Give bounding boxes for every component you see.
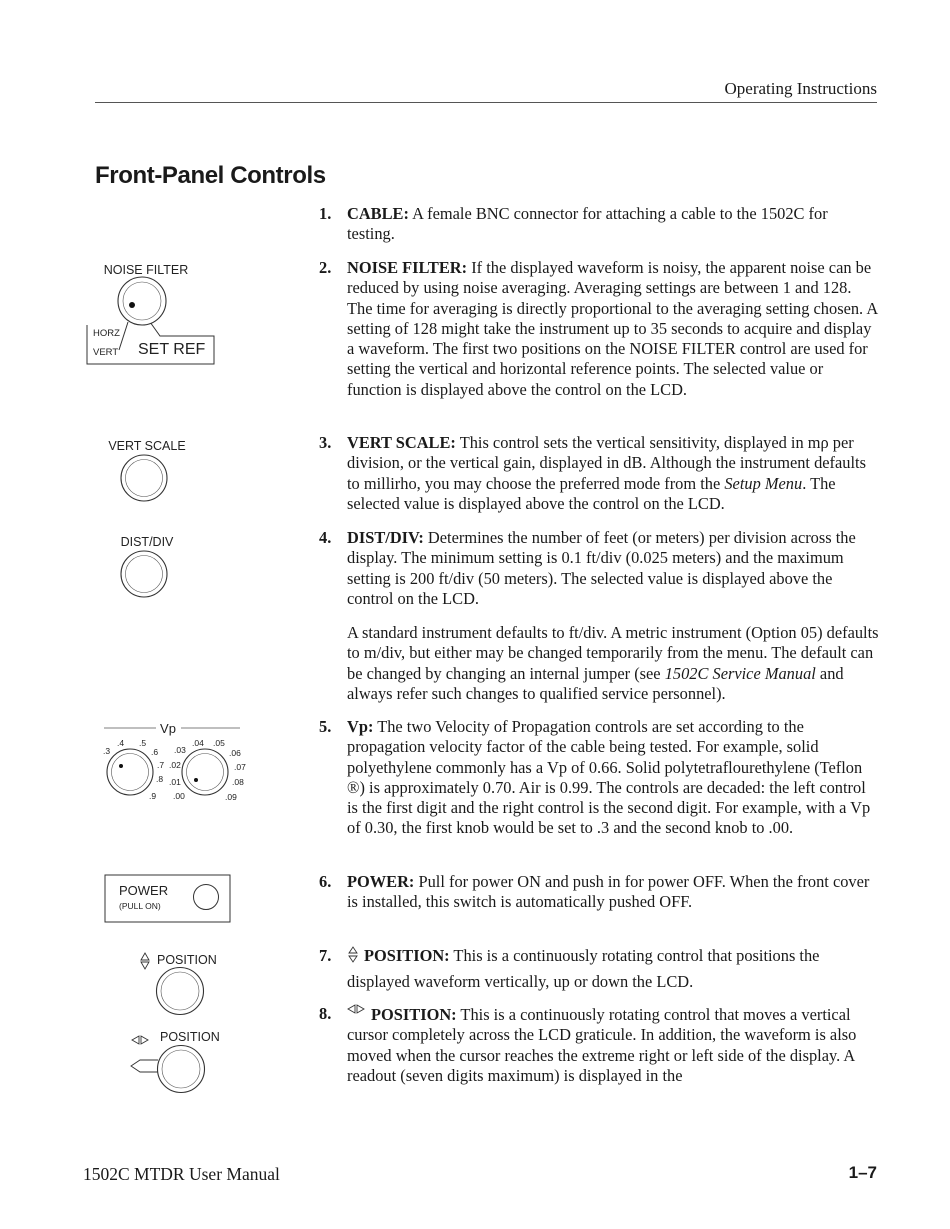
vp-left-tick: .4 [117, 738, 125, 748]
item-number: 1. [319, 204, 332, 223]
vp-right-tick: .07 [234, 762, 246, 772]
item-text: The two Velocity of Propagation controls are set according to the propagation velocity factor of the cable being tested. For example, solid polyethylene commonly has a Vp of 0.66. Solid polytetraflourethylene (Teflon ®) is approximately 0.70. Air is 0.99. The controls are decaded: the left control is the first digit and the right control is the second digit. For example, with a Vp of 0.30, the first knob would be set to .3 and the second knob to .00. [347, 717, 871, 838]
item-number: 6. [319, 872, 332, 891]
vp-right-tick: .05 [213, 738, 225, 748]
item-title: DIST/DIV: [347, 528, 424, 547]
item-number: 2. [319, 258, 332, 277]
dist-div-knob[interactable] [121, 551, 167, 597]
list-item [319, 1004, 879, 1086]
item-text: This is a continuously rotating control that positions the displayed waveform vertically, up or down the LCD. [347, 946, 820, 991]
noise-filter-label: NOISE FILTER [103, 263, 189, 277]
vp-left-tick: .7 [157, 760, 165, 770]
dist-div-note [347, 623, 879, 704]
power-sub-label: (PULL ON) [119, 901, 161, 911]
item-title: POWER: [347, 872, 415, 891]
vp-left-tick: .3 [103, 746, 111, 756]
list-item [319, 872, 879, 913]
list-item [319, 717, 879, 839]
vp-right-tick: .09 [225, 792, 237, 802]
vp-label: Vp [160, 721, 176, 736]
item-text: Pull for power ON and push in for power OFF. When the front cover is installed, this switch is automatically pushed OFF. [347, 872, 870, 912]
item-title: POSITION: [371, 1005, 457, 1024]
footer-manual-title: 1502C MTDR User Manual [83, 1164, 280, 1184]
vp-left-tick: .8 [156, 774, 164, 784]
item-title: VERT SCALE: [347, 433, 456, 452]
list-item [319, 433, 879, 514]
item-text-italic: Setup Menu [724, 473, 803, 493]
item-number: 4. [319, 528, 332, 547]
list-item [319, 943, 879, 995]
vp-left-tick: .5 [139, 738, 147, 748]
horz-label: HORZ [93, 328, 120, 339]
list-item [319, 528, 879, 609]
power-label: POWER [119, 883, 169, 898]
power-switch[interactable] [194, 885, 219, 910]
item-number: 3. [319, 433, 332, 452]
item-title: CABLE: [347, 204, 409, 223]
horizontal-position-knob[interactable] [158, 1046, 205, 1093]
vp-right-tick: .01 [169, 777, 181, 787]
vp-right-tick: .06 [229, 748, 241, 758]
set-ref-label: SET REF [138, 341, 206, 358]
item-text: Determines the number of feet (or meters) per division across the display. The minimum setting is 0.1 ft/div (0.025 meters) and the maximum setting is 200 ft/div (50 meters). The selected value is displayed above the control on the LCD. [347, 528, 856, 608]
horizontal-arrows-icon [132, 1036, 148, 1044]
vert-pointer-line [119, 322, 128, 350]
item-text: If the displayed waveform is noisy, the apparent noise can be reduced by using noise averaging. Averaging settings are between 1 and 128. The time for averaging is directly proportional to the averaging setting chosen. A setting of 128 might take the instrument up to 35 seconds to acquire and display a waveform. The first two positions on the NOISE FILTER control are used for setting the vertical and horizontal reference points. The selected value or function is displayed above the control on the LCD. [347, 258, 878, 399]
list-item [319, 258, 879, 400]
vp-left-knob[interactable] [107, 749, 153, 795]
vp-right-tick: .00 [173, 791, 185, 801]
vert-label: VERT [93, 347, 119, 358]
note-text-italic: 1502C Service Manual [664, 663, 816, 683]
note-text: and always refer such changes to qualified service personnel). [347, 663, 844, 703]
horizontal-position-label: POSITION [160, 1030, 220, 1044]
item-title: NOISE FILTER: [347, 258, 468, 277]
running-head: Operating Instructions [724, 79, 877, 98]
item-text: This control sets the vertical sensitivity, displayed in mρ per division, or the vertical gain, displayed in dB. Although the instrument defaults to millirho, you may choose the preferred mode from the [347, 433, 866, 493]
noise-filter-knob[interactable] [118, 277, 166, 325]
page-number: 1–7 [848, 1163, 877, 1182]
item-number: 5. [319, 717, 332, 736]
item-title: POSITION: [364, 946, 450, 965]
vertical-position-label: POSITION [157, 953, 217, 967]
item-text: This is a continuously rotating control that moves a vertical cursor completely across the LCD graticule. In addition, the waveform is also moved when the cursor reaches the extreme right or left side of the display. A readout (seven digits maximum) is displayed in the [347, 1005, 857, 1085]
front-panel-illustration [0, 0, 320, 1229]
vp-right-tick: .03 [174, 745, 186, 755]
cursor-pointer-icon [131, 1060, 158, 1072]
noise-filter-indicator-dot [129, 302, 135, 308]
vp-right-tick: .02 [169, 760, 181, 770]
dist-div-label: DIST/DIV [120, 535, 174, 549]
vertical-arrows-icon [347, 946, 359, 964]
horizontal-arrows-icon [347, 1004, 365, 1014]
vertical-position-knob[interactable] [157, 968, 204, 1015]
item-text: A female BNC connector for attaching a cable to the 1502C for testing. [347, 204, 828, 244]
section-title: Front-Panel Controls [95, 162, 326, 189]
note-text: A standard instrument defaults to ft/div. A metric instrument (Option 05) defaults to m/div, but either may be changed temporarily from the menu. The default can be changed by changing an internal jumper (see [347, 623, 879, 683]
item-number: 7. [319, 946, 332, 965]
vertical-arrows-icon [141, 953, 149, 969]
item-number: 8. [319, 1004, 332, 1023]
vp-right-knob[interactable] [182, 749, 228, 795]
vp-right-tick: .04 [192, 738, 204, 748]
vp-right-tick: .08 [232, 777, 244, 787]
vp-left-tick: .6 [151, 747, 159, 757]
vert-scale-label: VERT SCALE [108, 439, 186, 453]
vert-scale-knob[interactable] [121, 455, 167, 501]
vp-left-tick: .9 [149, 791, 157, 801]
item-text: . The selected value is displayed above the control on the LCD. [347, 473, 836, 513]
list-item [319, 204, 879, 245]
item-title: Vp: [347, 717, 374, 736]
